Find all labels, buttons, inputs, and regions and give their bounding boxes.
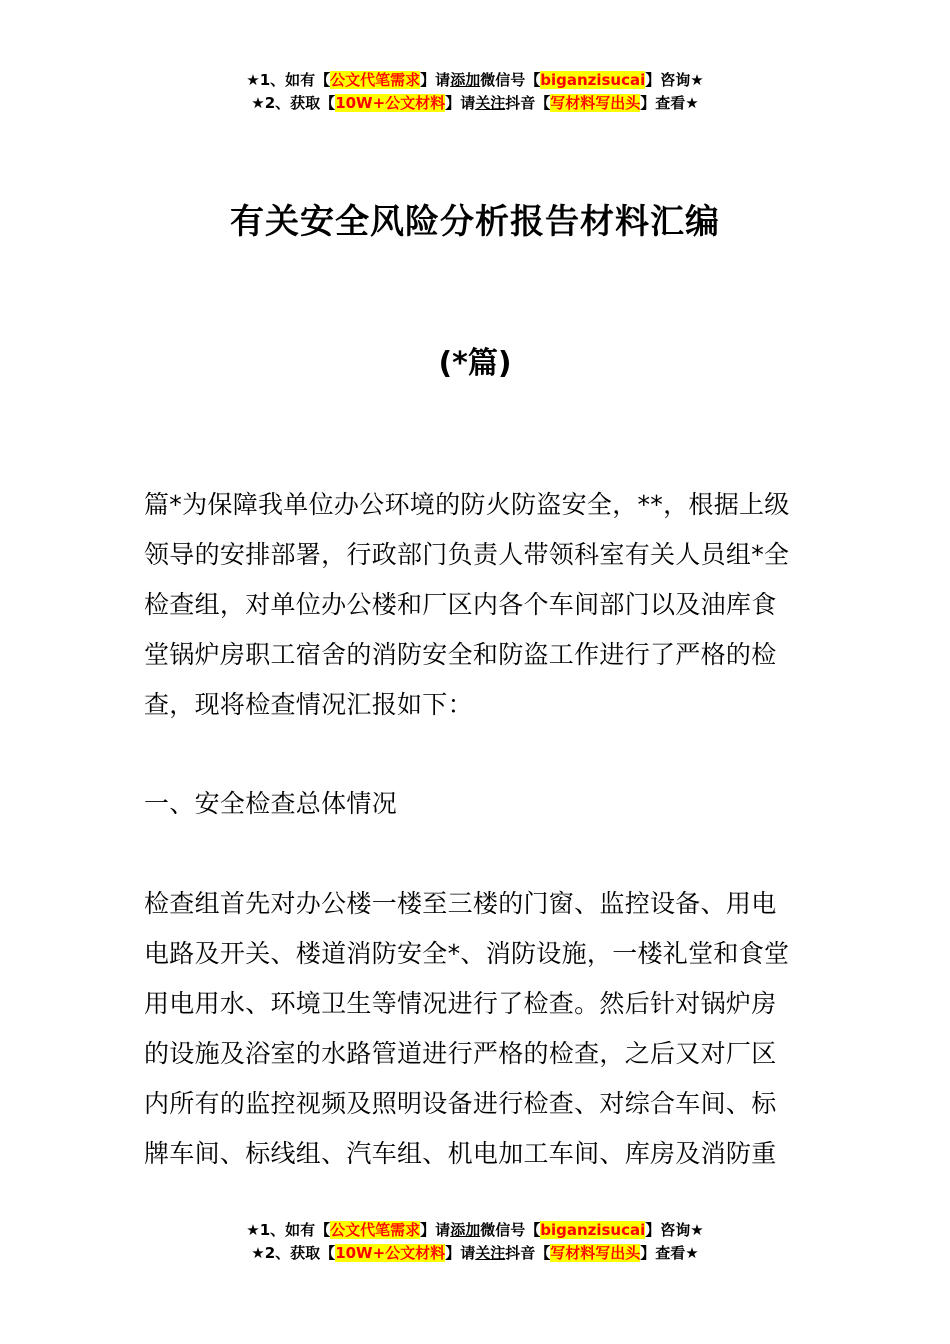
paragraph-line: 检查组首先对办公楼一楼至三楼的门窗、监控设备、用电 (144, 889, 777, 918)
paragraph-line: 内所有的监控视频及照明设备进行检查、对综合车间、标 (144, 1089, 777, 1118)
paragraph-line: 检查组，对单位办公楼和厂区内各个车间部门以及油库食 (144, 590, 777, 619)
promo-highlight: 10W+公文材料 (335, 94, 446, 112)
paragraph-line: 用电用水、环境卫生等情况进行了检查。然后针对锅炉房 (144, 989, 777, 1018)
document-subtitle: (*篇) (438, 346, 512, 381)
paragraph-1 (144, 480, 809, 730)
paragraph-line: 的设施及浴室的水路管道进行严格的检查，之后又对厂区 (144, 1039, 777, 1068)
promo-header (0, 69, 950, 115)
paragraph-line: 领导的安排部署，行政部门负责人带领科室有关人员组*全 (144, 540, 790, 569)
promo-line-1: ★1、如有【公文代笔需求】请添加微信号【biganzisucai】咨询★ (246, 1221, 704, 1239)
paragraph-line: 牌车间、标线组、汽车组、机电加工车间、库房及消防重 (144, 1139, 777, 1168)
promo-douyin-id: 写材料写出头 (550, 94, 641, 112)
paragraph-line: 电路及开关、楼道消防安全*、消防设施，一楼礼堂和食堂 (144, 939, 790, 968)
promo-wechat-id: biganzisucai (540, 71, 646, 89)
promo-line-1: ★1、如有【公文代笔需求】请添加微信号【biganzisucai】咨询★ (246, 71, 704, 89)
promo-highlight: 10W+公文材料 (335, 1244, 446, 1262)
document-title: 有关安全风险分析报告材料汇编 (230, 202, 720, 242)
paragraph-line: 堂锅炉房职工宿舍的消防安全和防盗工作进行了严格的检 (144, 640, 777, 669)
promo-line-2: ★2、获取【10W+公文材料】请关注抖音【写材料写出头】查看★ (251, 1244, 699, 1262)
paragraph-2 (144, 879, 809, 1179)
promo-wechat-id: biganzisucai (540, 1221, 646, 1239)
promo-highlight: 公文代笔需求 (330, 1221, 421, 1239)
promo-douyin-id: 写材料写出头 (550, 1244, 641, 1262)
section-heading-1: 一、安全检查总体情况 (144, 789, 398, 818)
promo-highlight: 公文代笔需求 (330, 71, 421, 89)
promo-footer (0, 1219, 950, 1265)
paragraph-line: 篇*为保障我单位办公环境的防火防盗安全，**，根据上级 (144, 490, 790, 519)
paragraph-line: 查，现将检查情况汇报如下： (144, 690, 473, 719)
promo-line-2: ★2、获取【10W+公文材料】请关注抖音【写材料写出头】查看★ (251, 94, 699, 112)
